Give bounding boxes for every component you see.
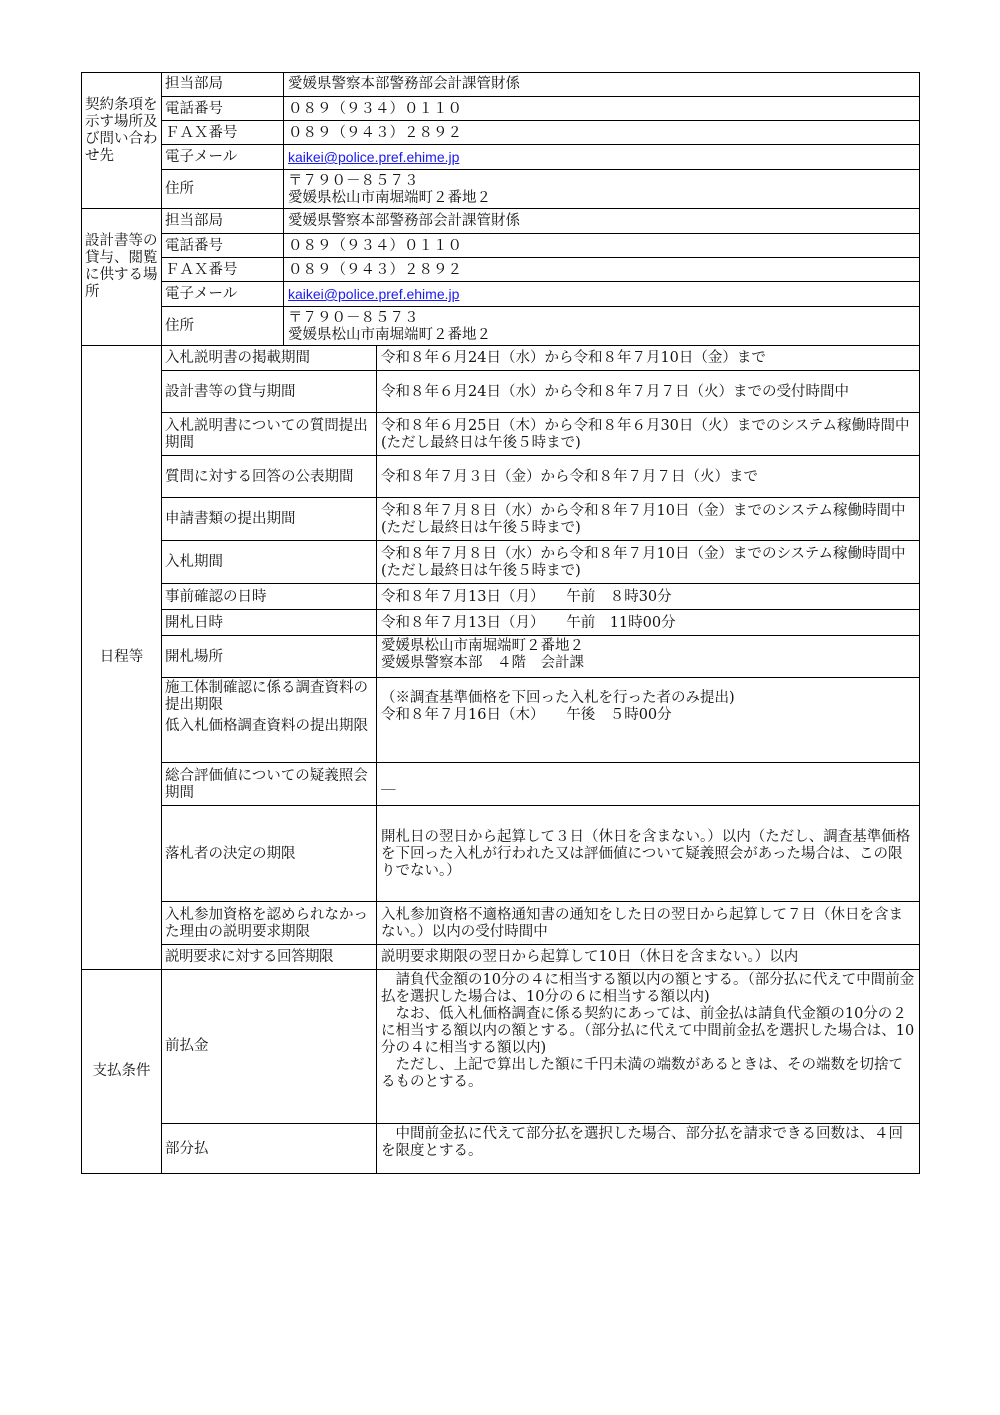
table-row <box>162 370 919 413</box>
advance-paragraph-2: なお、低入札価格調査に係る契約にあっては、前金払は請負代金額の10分の２に相当する額以内の額とする。（部分払に代えて中間前金払を選択した場合は、10分の４に相当する額以内) <box>381 1006 915 1056</box>
table-row <box>162 901 919 945</box>
row-key: 質問に対する回答の公表期間 <box>162 456 377 498</box>
row-key: 開札場所 <box>162 636 377 678</box>
table-row <box>162 1123 919 1174</box>
address: 愛媛県松山市南堀端町２番地２ <box>288 189 491 206</box>
table-row <box>162 281 919 307</box>
row-value: 令和８年６月24日（水）から令和８年７月７日（火）までの受付時間中 <box>381 383 849 400</box>
table-row <box>162 609 919 636</box>
row-key: 担当部局 <box>162 73 284 96</box>
row-key: 前払金 <box>162 970 377 1123</box>
row-key: 落札者の決定の期限 <box>162 806 377 902</box>
row-key: 住所 <box>162 307 284 346</box>
contract-section <box>81 72 920 209</box>
table-row <box>162 944 919 970</box>
row-key: 入札参加資格を認められなかった理由の説明要求期限 <box>162 902 377 945</box>
row-key: 説明要求に対する回答期限 <box>162 945 377 970</box>
email-link[interactable]: kaikei@police.pref.ehime.jp <box>288 149 460 165</box>
row-key: 電子メール <box>162 145 284 170</box>
fax-value: ０８９（９４３）２８９２ <box>288 261 462 278</box>
row-key: 担当部局 <box>162 209 284 233</box>
address: 愛媛県松山市南堀端町２番地２ <box>288 326 491 343</box>
row-value: 令和８年７月８日（水）から令和８年７月10日（金）までのシステム稼働時間中(ただし最終日は午後５時まで) <box>381 502 906 536</box>
table-row <box>162 346 919 370</box>
table-row <box>162 209 919 233</box>
row-key-2: 低入札価格調査資料の提出期限 <box>165 718 368 734</box>
row-value: 令和８年６月25日（木）から令和８年６月30日（火）までのシステム稼働時間中(ただし最終日は午後５時まで) <box>381 417 910 451</box>
row-value: 令和８年７月13日（月） 午前 ８時30分 <box>381 588 672 605</box>
table-row <box>162 144 919 170</box>
row-value: 令和８年７月13日（月） 午前 11時00分 <box>381 614 676 631</box>
row-value: 令和８年７月３日（金）から令和８年７月７日（火）まで <box>381 468 758 485</box>
table-row <box>162 805 919 902</box>
table-row <box>162 233 919 258</box>
table-row <box>162 583 919 610</box>
row-key: 総合評価値についての疑義照会期間 <box>162 763 377 806</box>
row-value: 入札参加資格不適格通知書の通知をした日の翌日から起算して７日（休日を含まない。）以内の受付時間中 <box>381 906 903 940</box>
row-value: 令和８年７月16日（木） 午後 ５時00分 <box>381 707 672 723</box>
row-key: ＦＡＸ番号 <box>162 258 284 282</box>
row-note: （※調査基準価格を下回った入札を行った者のみ提出) <box>381 690 735 706</box>
row-key: 事前確認の日時 <box>162 584 377 610</box>
partial-payment-paragraph: 中間前金払に代えて部分払を選択した場合、部分払を請求できる回数は、４回を限度とする。 <box>381 1126 903 1159</box>
table-row <box>162 257 919 282</box>
row-key: 申請書類の提出期間 <box>162 498 377 541</box>
table-row <box>162 73 919 96</box>
row-key: 開札日時 <box>162 610 377 636</box>
row-value: 愛媛県警察本部警務部会計課管財係 <box>288 76 520 92</box>
table-row <box>162 540 919 584</box>
postal-code: 〒７９０－８５７３ <box>288 309 419 326</box>
schedule-section <box>81 345 920 970</box>
schedule-section-label: 日程等 <box>82 346 162 969</box>
table-row <box>162 412 919 456</box>
row-value: 説明要求期限の翌日から起算して10日（休日を含まない。）以内 <box>381 949 799 965</box>
table-row <box>162 169 919 209</box>
row-value: 愛媛県警察本部警務部会計課管財係 <box>288 212 520 229</box>
row-key: 電話番号 <box>162 97 284 121</box>
design-section <box>81 208 920 346</box>
payment-section-label: 支払条件 <box>82 970 162 1173</box>
table-row <box>162 455 919 498</box>
row-value: 令和８年７月８日（水）から令和８年７月10日（金）までのシステム稼働時間中(ただし最終日は午後５時まで) <box>381 545 906 579</box>
row-value: 令和８年６月24日（水）から令和８年７月10日（金）まで <box>381 349 766 366</box>
venue-address: 愛媛県松山市南堀端町２番地２ <box>381 638 584 654</box>
table-row <box>162 497 919 541</box>
phone-value: ０８９（９３４）０１１０ <box>288 100 462 117</box>
fax-value: ０８９（９４３）２８９２ <box>288 124 462 141</box>
row-value: ＿ <box>381 776 396 792</box>
row-key: 設計書等の貸与期間 <box>162 371 377 413</box>
row-key: 入札説明書についての質問提出期間 <box>162 413 377 456</box>
payment-section <box>81 969 920 1174</box>
row-key: 入札説明書の掲載期間 <box>162 346 377 370</box>
advance-paragraph-3: ただし、上記で算出した額に千円未満の端数があるときは、その端数を切捨てるものとする。 <box>381 1057 903 1090</box>
table-row <box>162 96 919 121</box>
phone-value: ０８９（９３４）０１１０ <box>288 237 462 254</box>
row-key: 施工体制確認に係る調査資料の提出期限 <box>165 680 368 713</box>
row-value: 開札日の翌日から起算して３日（休日を含まない。）以内（ただし、調査基準価格を下回った入札が行われた又は評価値について疑義照会があった場合は、この限りでない。） <box>381 828 911 879</box>
table-row <box>162 677 919 763</box>
design-section-label: 設計書等の貸与、閲覧に供する場所 <box>82 209 162 345</box>
table-row <box>162 762 919 806</box>
email-link[interactable]: kaikei@police.pref.ehime.jp <box>288 286 460 302</box>
postal-code: 〒７９０－８５７３ <box>288 172 419 189</box>
row-key: 電子メール <box>162 282 284 307</box>
row-key: 電話番号 <box>162 234 284 258</box>
table-row <box>162 970 919 1123</box>
row-key: ＦＡＸ番号 <box>162 121 284 145</box>
contract-section-label: 契約条項を示す場所及び問い合わせ先 <box>82 73 162 208</box>
row-key: 部分払 <box>162 1124 377 1174</box>
advance-paragraph-1: 請負代金額の10分の４に相当する額以内の額とする。（部分払に代えて中間前金払を選択した場合は、10分の６に相当する額以内) <box>381 972 915 1005</box>
row-key: 住所 <box>162 170 284 209</box>
table-row <box>162 306 919 346</box>
row-key: 入札期間 <box>162 541 377 584</box>
table-row <box>162 120 919 145</box>
venue-room: 愛媛県警察本部 ４階 会計課 <box>381 655 584 671</box>
table-row <box>162 635 919 678</box>
